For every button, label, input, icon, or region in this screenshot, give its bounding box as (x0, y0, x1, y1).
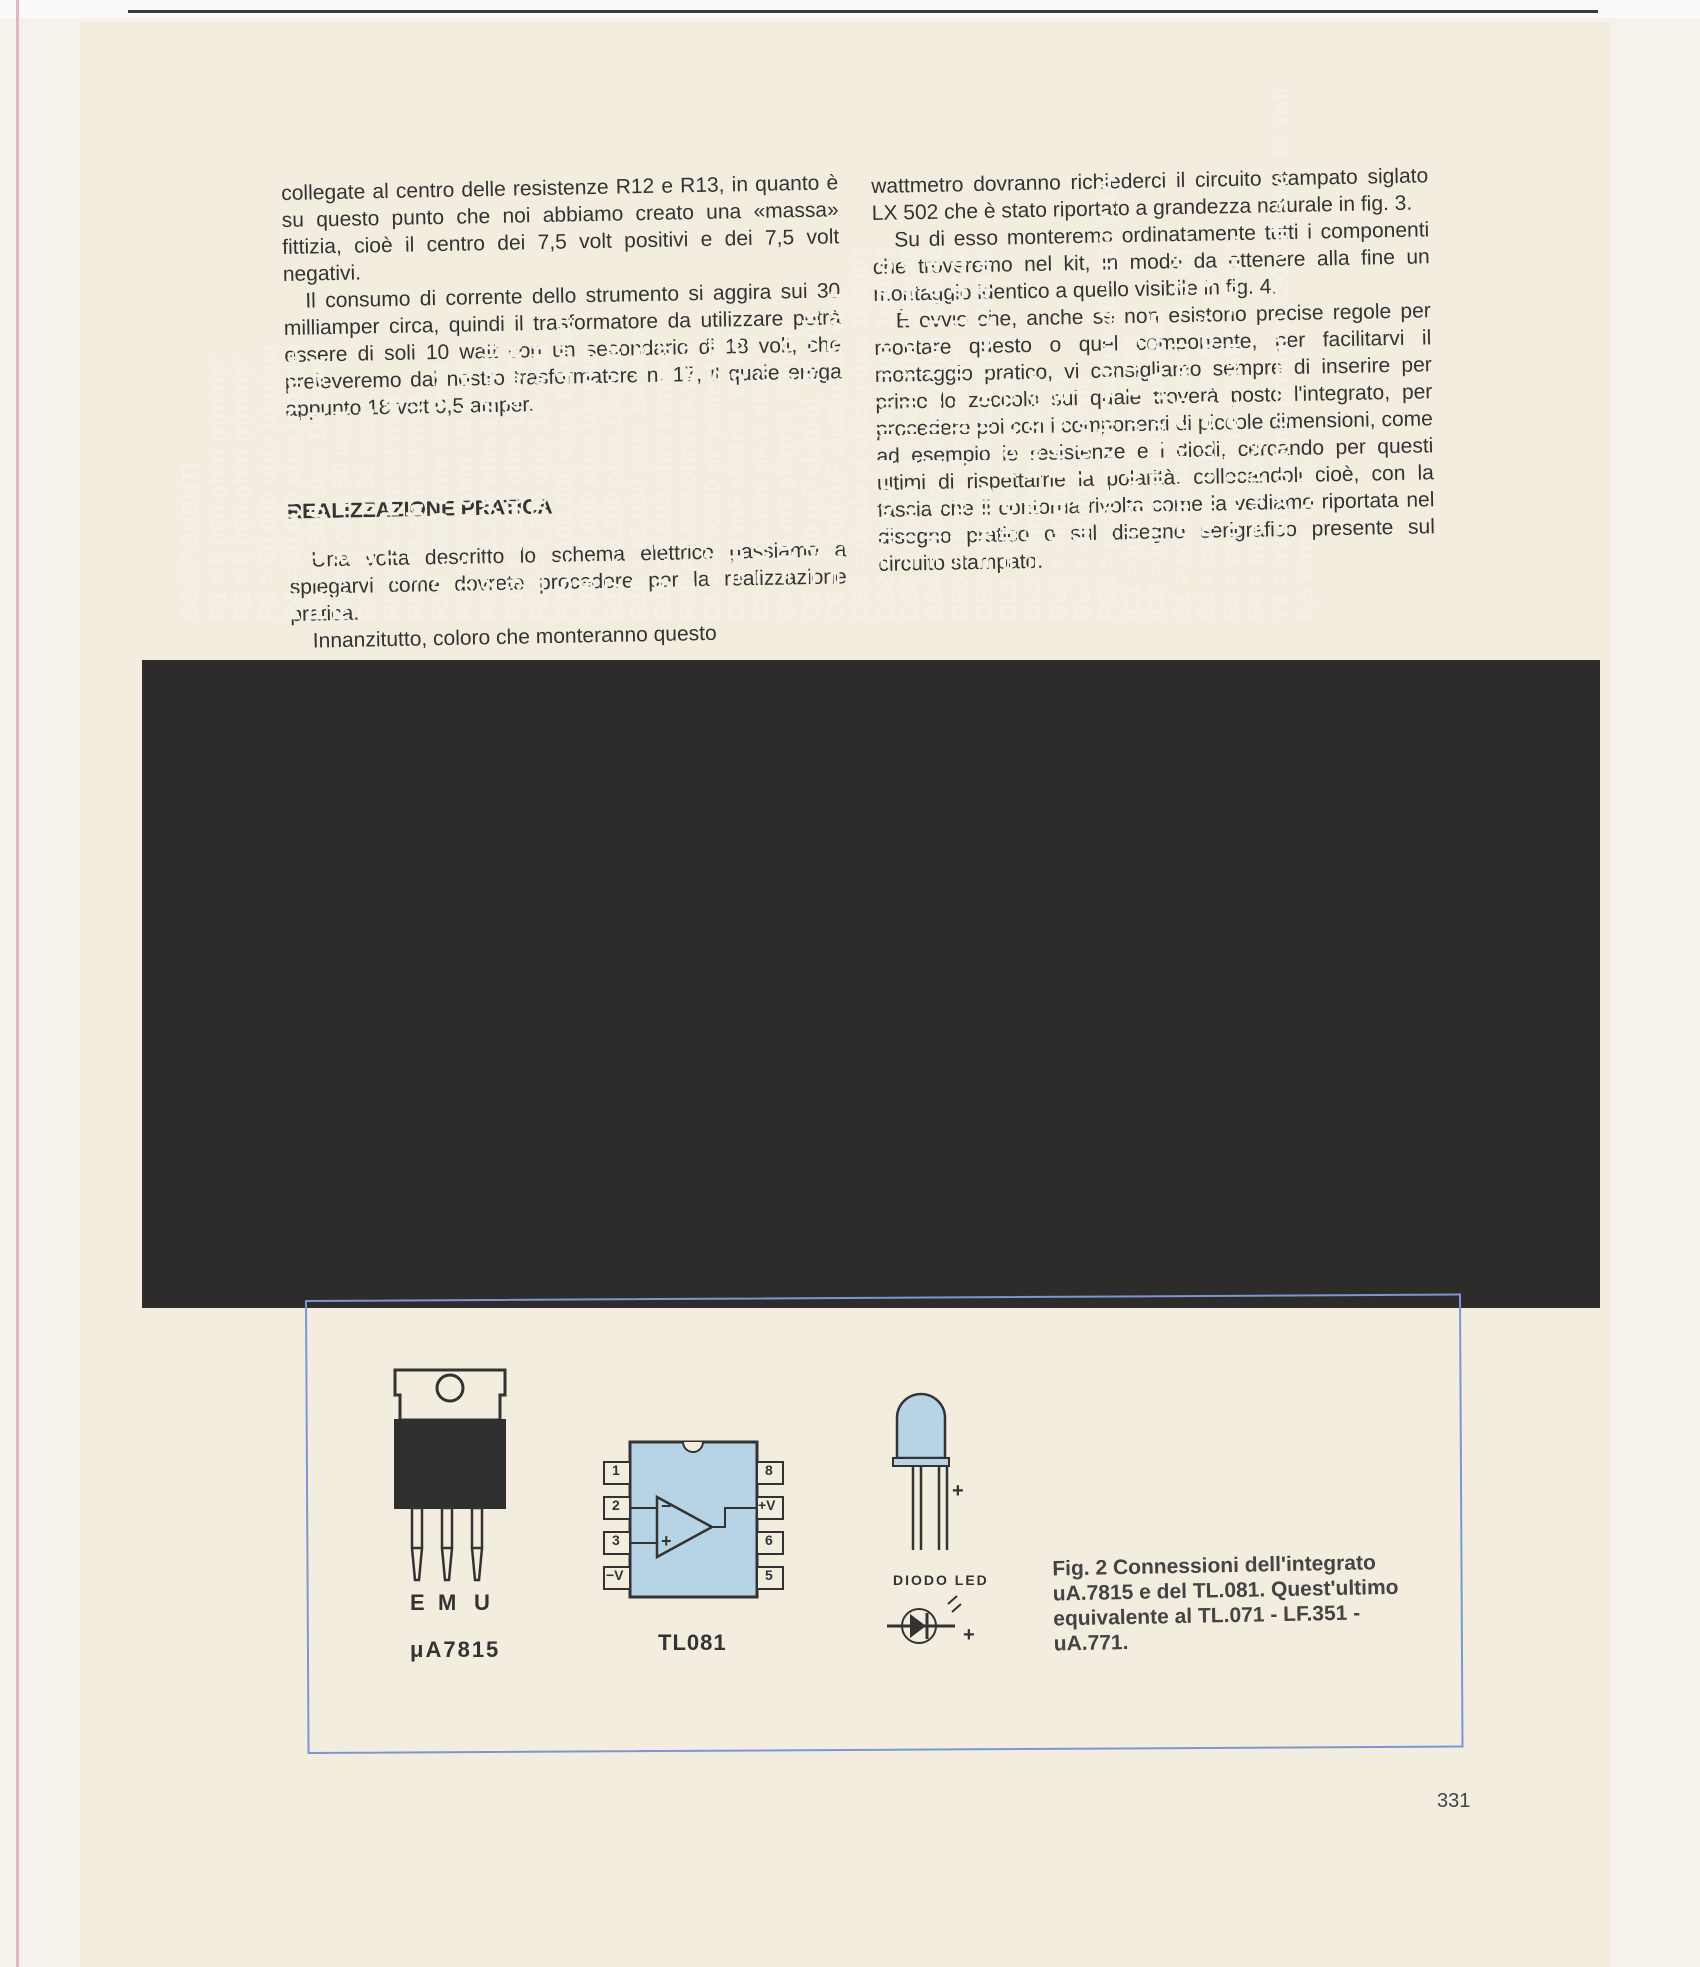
opamp-pin: 8 (765, 1462, 773, 1478)
component-line: R8 = 16 ohm 50 watt (377, 395, 404, 621)
component-line: R2 = 5.000 ohm trimmer (229, 355, 256, 621)
component-line: C4 = 10 mF elettrol. 25 volt (772, 323, 799, 621)
component-line: R3 = 50.000 ohm trimmer (254, 342, 281, 621)
component-line: DS4 = diodo al silicio tipo 1N4148 (921, 246, 948, 621)
regulator-pin-u: U (474, 1590, 490, 1615)
led-symbol-plus: + (963, 1624, 975, 1646)
component-line: R15 = 100.000 ohm 1/4 watt (550, 317, 577, 621)
component-line: RS1 = ponte raddrizzatore 40 ÷ 100 V.1A (1094, 176, 1121, 621)
component-line: IC2 = integrato tipo μA 7815 (1143, 311, 1170, 621)
regulator-pin-m: M (438, 1590, 457, 1615)
opamp-name: TL081 (658, 1630, 727, 1655)
opamp-drawing (604, 1442, 783, 1597)
component-line: R18 = 15.000 ohm 1/4 watt (624, 330, 651, 621)
component-line: DL3 = diodo led rosso (1044, 374, 1071, 621)
component-line: DL4 = diodo led verde (1069, 376, 1096, 621)
led-drawing (887, 1394, 961, 1643)
regulator-drawing (395, 1370, 505, 1580)
opamp-minus-sign: − (661, 1496, 672, 1516)
component-line: DS5 = diodo al silicio tipo 1N4148 (945, 246, 972, 621)
opamp-pin: 1 (612, 1462, 620, 1478)
opamp-plus-sign: + (661, 1531, 672, 1551)
component-line: R14 = 4.700 ohm 1/4 watt (525, 343, 552, 621)
component-line: R7 = 8 ohm 50 watt (352, 408, 379, 621)
component-line: R6 = 8 ohm 50 watt (328, 408, 355, 621)
opamp-pin: 2 (612, 1497, 620, 1513)
component-line: R19 = 5.000 ohm trimmer (649, 342, 676, 621)
component-line: R13 = 2.200 ohm 1/4 watt (501, 343, 528, 621)
regulator-pin-e: E (410, 1590, 425, 1615)
component-line: DS1 = diodo al silicio tipo 1N4007 (846, 246, 873, 621)
component-line: R10 = 680 ohm 1/4 watt (427, 363, 454, 621)
opamp-pin: +V (758, 1497, 776, 1513)
opamp-pin: −V (606, 1567, 624, 1583)
led-anode-plus: + (952, 1480, 964, 1502)
component-line: C1 = 470.000 pF poliestere (698, 326, 725, 621)
section-heading: REALIZZAZIONE PRATICA (286, 495, 553, 524)
component-line: R1 = 5.000 ohm trimmer (204, 355, 231, 621)
component-line: DS2 = diodo al silicio tipo 1N4007 (871, 246, 898, 621)
paragraph: Il consumo di corrente dello strumento si aggira sui 30 milliamper circa, quindi il trasformatore da utilizzare potrà essere di soli 10 watt con un secondario di 18 volt, che preleveremo dal nostro trasformatore n. 17, il quale eroga appunto 18 volt 0,5 amper. (283, 279, 843, 421)
figure-caption: Fig. 2 Connessioni dell'integrato uA.7815 e del TL.081. Quest'ultimo equivalente al TL.071 - LF.351 - uA.771. (1052, 1551, 1399, 1656)
component-line: R20 = 1.000 ohm 1/4 watt (674, 343, 701, 621)
paragraph: Innanzitutto, coloro che monteranno questo (312, 621, 717, 653)
opamp-pin: 6 (765, 1532, 773, 1548)
component-line: R12 = 2.200 ohm 1/4 watt (476, 343, 503, 621)
paragraph: Su di esso monteremo ordinatamente tutti i componenti che troveremo nel kit, in modo da ottenere alla fine un montaggio identico a quello visibile in fig. 4. (872, 218, 1430, 306)
component-line: DS3 = diodo al silicio tipo 1N4148 (896, 246, 923, 621)
component-line: DL1 = diodo led verde (995, 376, 1022, 621)
component-line: R16 = 5.000 ohm trimmer (575, 342, 602, 621)
component-line: S2 = commutatore 1 tasto 6 + 6 (1192, 274, 1219, 621)
component-line: DS6 = diodo al silicio tipo 1N4148 (970, 246, 997, 621)
opamp-pin: 5 (765, 1567, 773, 1583)
component-line: DL2 = diodo led rosso (1019, 374, 1046, 621)
component-line: R17 = 8.200 ohm 1/4 watt (599, 343, 626, 621)
component-line: IC1 = integrato tipo TL081 (1118, 333, 1145, 621)
page-number: 331 (1437, 1790, 1471, 1812)
component-line: T1 = trasformatore primario 220 volt sec. 18 volt (1266, 86, 1293, 621)
component-line: R11 = 680 ohm 1/4 watt (451, 364, 478, 621)
component-line: 0,5 Amp. n. 94. (1291, 457, 1318, 621)
component-line: R4 = 50.000 ohm trimmer (278, 342, 305, 621)
component-line: S3 = commutatore 2 tasti 6 + 6 dip. (1217, 234, 1244, 621)
paragraph: È ovvio che, anche se non esistono precise regole per montare questo o quel componente, per facilitarvi il montaggio pratico, vi consigliamo sempre di inserire per primo lo zoccolo sul quale troverà posto l'integrato, per procedere poi con i componenti di piccole dimensioni, come ad esempio le resistenze e i diodi, cercando per questi ultimi di rispettarne la polarità, collocandoli cioè, con la fascia che li contorna rivolta come la vediamo riportata nel disegno pratico o sul disegno serigrafico presente sul circuito stampato. (874, 299, 1436, 576)
opamp-pin: 3 (612, 1532, 620, 1548)
paragraph: collegate al centro delle resistenze R12 e R13, in quanto è su questo punto che noi abbiamo creato una «massa» fittizia, cioè il centro dei 7,5 volt positivi e dei 7,5 volt negativi. (281, 171, 840, 286)
component-line: S1 = commutatore 5 tasti 3 + 3 dip. (1168, 234, 1195, 621)
component-line: S4 = interruttore (1242, 438, 1269, 621)
paragraph: wattmetro dovranno richiederci il circuito stampato siglato LX 502 che è stato riportato a grandezza naturale in fig. 3. (871, 164, 1429, 225)
component-line: C2 = 10 mF elettrol. 25 volt (723, 323, 750, 621)
components-title: COMPONENTI (177, 461, 203, 621)
led-label: DIODO LED (893, 1572, 989, 1588)
component-line: R9 = 16 ohm 50 watt (402, 395, 429, 621)
regulator-name: μA7815 (410, 1637, 501, 1662)
component-line: C6 = 1.000 mF elettrol. 25 volt (822, 291, 849, 621)
component-line: R5 = 1.500 ohm 1/4 watt (303, 356, 330, 621)
component-line: C3 = 100.000 pF a disco (748, 356, 775, 621)
component-line: C5 = 100 mF elettrol. 25 volt (797, 310, 824, 621)
paragraph: Una volta descritto lo schema elettrico passiamo a spiegarvi come dovrete procedere per la realizzazione pratica. (289, 538, 847, 626)
